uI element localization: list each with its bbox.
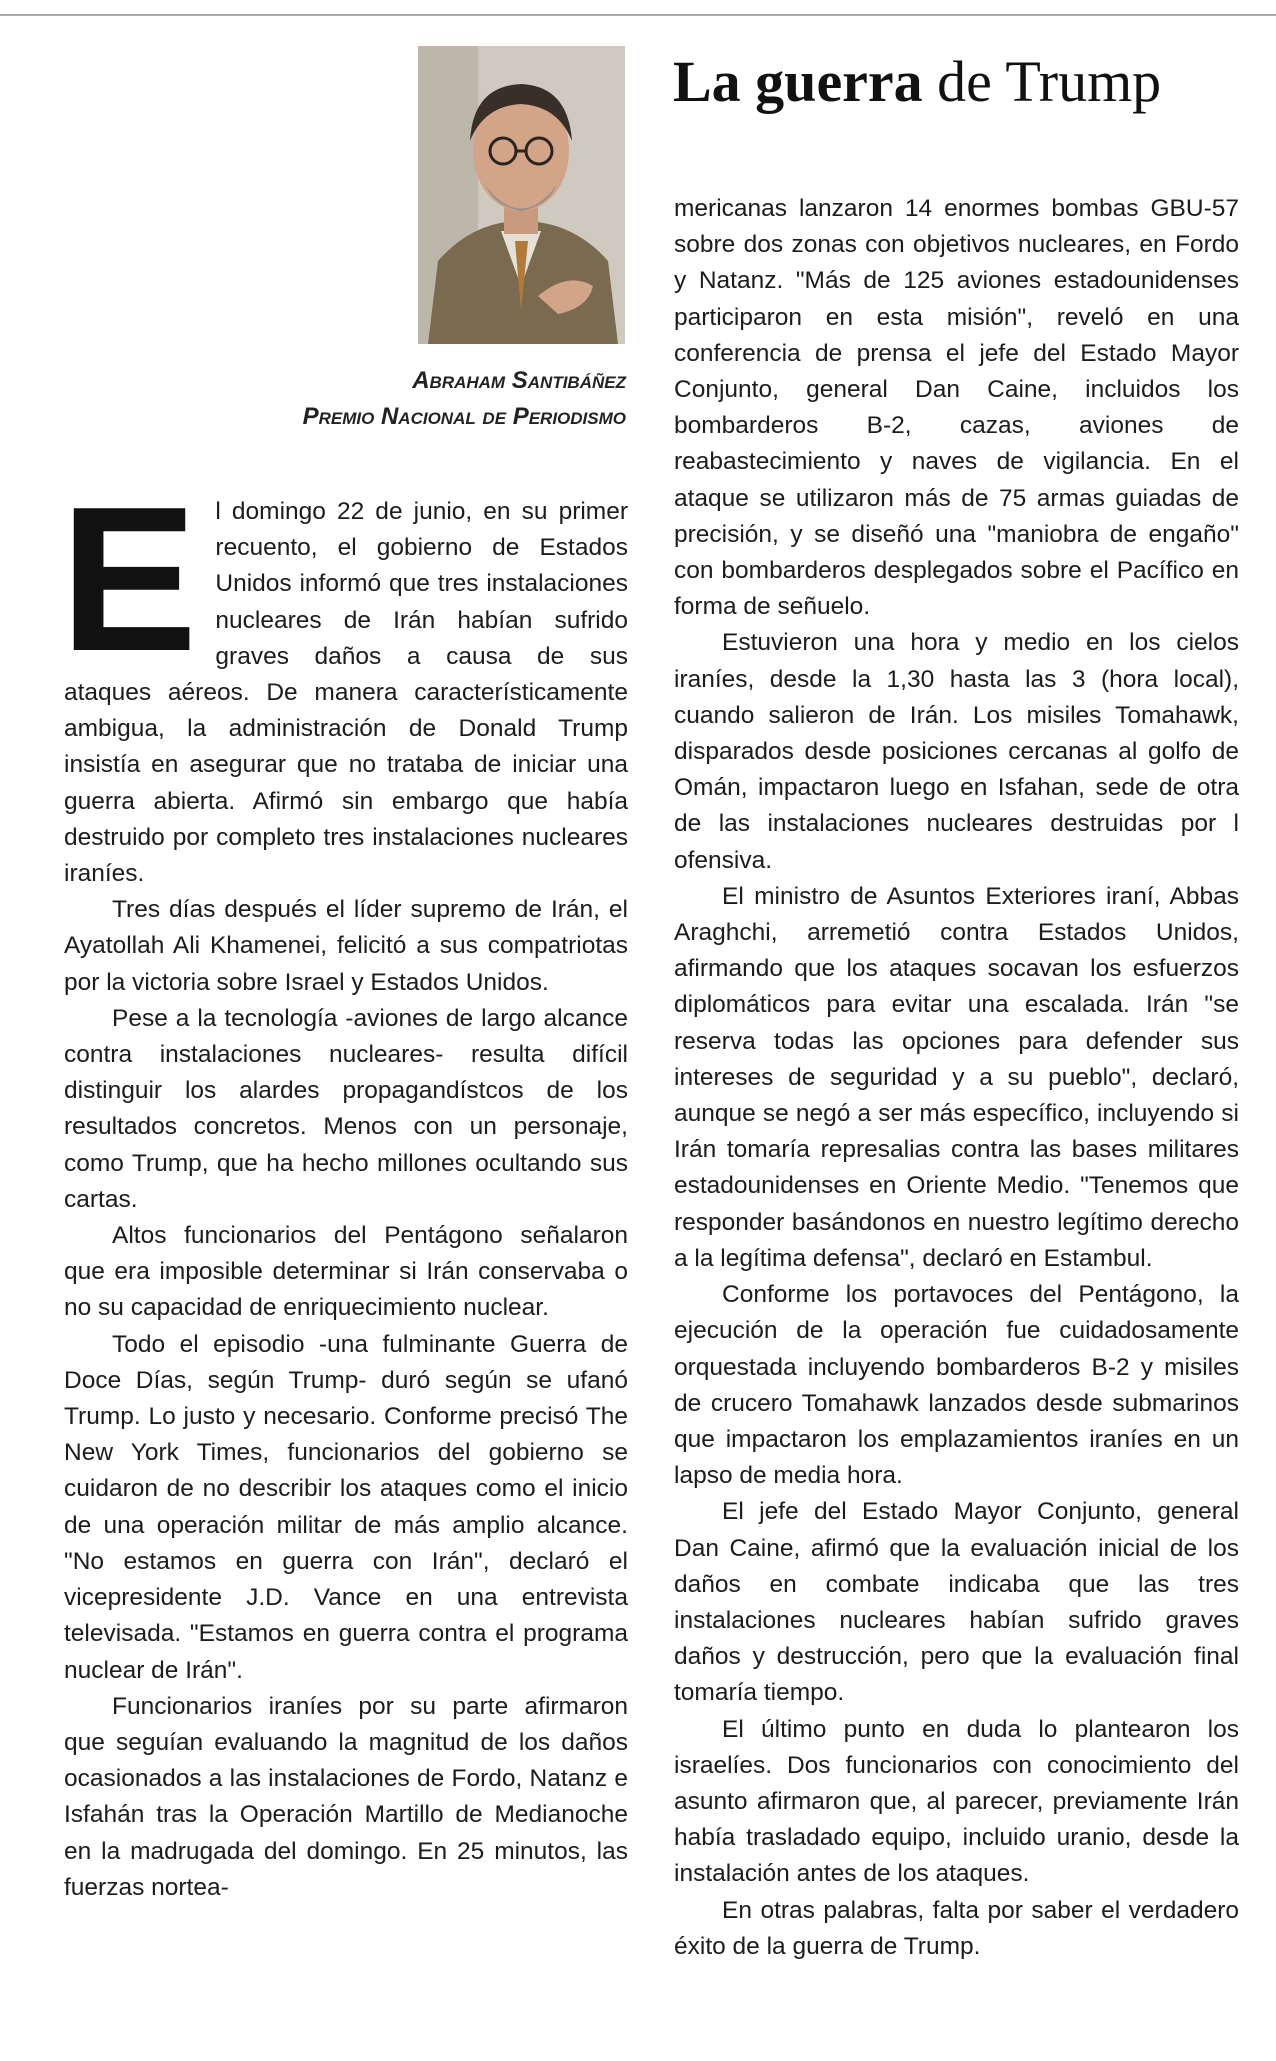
author-portrait-illustration: [418, 46, 625, 344]
paragraph: Todo el episodio -una fulminante Guerra de Doce Días, según Trump- duró según se ufanó Trump. Lo justo y necesario. Conforme precisó The New York Times, funcionarios del gobierno se cuidaron de no describir los ataques como el inicio de una operación militar de más amplio alcance. "No estamos en guerra con Irán", declaró el vicepresidente J.D. Vance en una entrevista televisada. "Estamos en guerra contra el programa nuclear de Irán".: [64, 1330, 628, 1684]
paragraph: Funcionarios iraníes por su parte afirmaron que seguían evaluando la magnitud de los daños ocasionados a las instalaciones de Fordo, Natanz e Isfahán tras la Operación Martillo de Medianoche en la madrugada del domingo. En 25 minutos, las fuerzas nortea-: [64, 1692, 628, 1901]
paragraph: Estuvieron una hora y medio en los cielos iraníes, desde la 1,30 hasta las 3 (hora local), cuando salieron de Irán. Los misiles Tomahawk, disparados desde posiciones cercanas al golfo de Omán, impactaron luego en Isfahan, sede de otra de las instalaciones nucleares destruidas por l ofensiva.: [674, 629, 1239, 874]
paragraph: Altos funcionarios del Pentágono señalaron que era imposible determinar si Irán conservaba o no su capacidad de enriquecimiento nuclear.: [64, 1222, 628, 1322]
author-name: Abraham Santibáñez: [412, 367, 626, 394]
article-body-left-column: [60, 464, 628, 1906]
paragraph: l domingo 22 de junio, en su primer recuento, el gobierno de Estados Unidos informó que tres instalaciones nucleares de Irán habían sufrido graves daños a causa de sus ataques aéreos. De manera característicamente ambigua, la administración de Donald Trump insistía en asegurar que no trataba de iniciar una guerra abierta. Afirmó sin embargo que había destruido por completo tres instalaciones nucleares iraníes.: [64, 498, 628, 888]
title-bold-part: La guerra: [673, 49, 923, 114]
paragraph: mericanas lanzaron 14 enormes bombas GBU-57 sobre dos zonas con objetivos nucleares, en Fordo y Natanz. "Más de 125 aviones estadounidenses participaron en esta misión", reveló en una conferencia de prensa el jefe del Estado Mayor Conjunto, general Dan Caine, incluidos los bombarderos B-2, cazas, aviones de reabastecimiento y naves de vigilancia. En el ataque se utilizaron más de 75 armas guiadas de precisión, y se diseñó una "maniobra de engaño" con bombarderos desplegados sobre el Pacífico en forma de señuelo.: [674, 195, 1239, 621]
paragraph: Pese a la tecnología -aviones de largo alcance contra instalaciones nucleares- resulta difícil distinguir los alardes propagandístcos de los resultados concretos. Menos con un personaje, como Trump, que ha hecho millones ocultando sus cartas.: [64, 1004, 628, 1213]
author-photo: [418, 46, 625, 344]
paragraph: El jefe del Estado Mayor Conjunto, general Dan Caine, afirmó que la evaluación inicial de los daños en combate indicaba que las tres instalaciones nucleares habían sufrido graves daños y destrucción, pero que la evaluación final tomaría tiempo.: [674, 1498, 1239, 1707]
author-award: Premio Nacional de Periodismo: [302, 403, 626, 430]
paragraph: El último punto en duda lo plantearon los israelíes. Dos funcionarios con conocimiento del asunto afirmaron que, al parecer, previamente Irán había trasladado equipo, incluido uranio, desde la instalación antes de los ataques.: [674, 1715, 1239, 1888]
article-body-right-column: [674, 191, 1239, 1965]
paragraph: Tres días después el líder supremo de Irán, el Ayatollah Ali Khamenei, felicitó a sus compatriotas por la victoria sobre Israel y Estados Unidos.: [64, 896, 628, 996]
paragraph: Conforme los portavoces del Pentágono, la ejecución de la operación fue cuidadosamente orquestada incluyendo bombarderos B-2 y misiles de crucero Tomahawk lanzados desde submarinos que impactaron los emplazamientos iraníes en un lapso de media hora.: [674, 1281, 1239, 1490]
top-rule: [0, 14, 1276, 16]
paragraph: En otras palabras, falta por saber el verdadero éxito de la guerra de Trump.: [674, 1896, 1239, 1960]
article-title: [673, 50, 1161, 114]
title-regular-part: de Trump: [922, 49, 1162, 114]
paragraph: El ministro de Asuntos Exteriores iraní, Abbas Araghchi, arremetió contra Estados Unidos, afirmando que los ataques socavan los esfuerzos diplomáticos para evitar una escalada. Irán "se reserva todas las opciones para defender sus intereses de seguridad y a su pueblo", declaró, aunque se negó a ser más específico, incluyendo si Irán tomaría represalias contra las bases militares estadounidenses en Oriente Medio. "Tenemos que responder basándonos en nuestro legítimo derecho a la legítima defensa", declaró en Estambul.: [674, 882, 1239, 1272]
drop-cap: E: [60, 464, 198, 694]
